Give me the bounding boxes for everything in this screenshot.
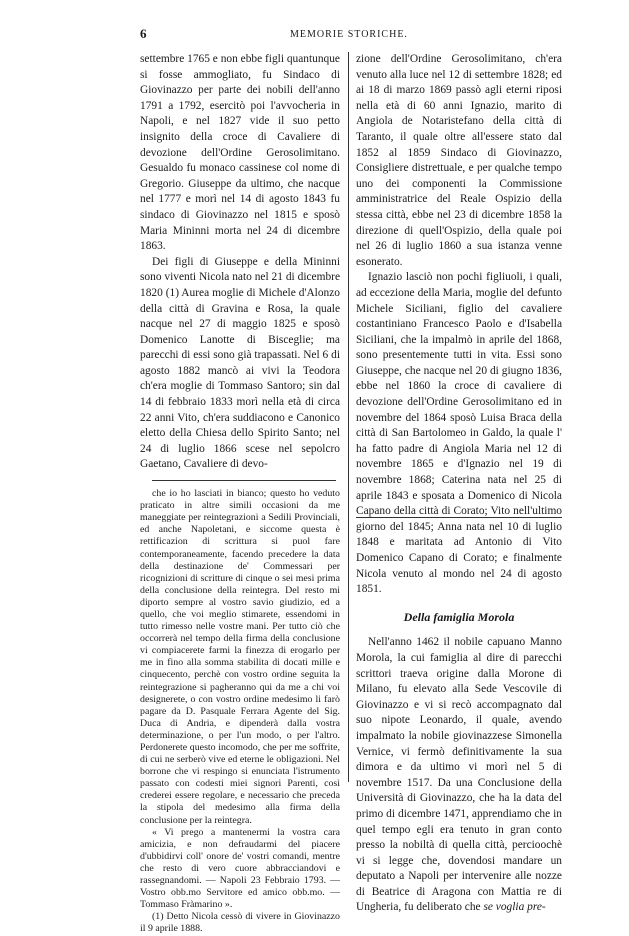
left-paragraph-1: settembre 1765 e non ebbe figli quantunque si fosse ammogliato, fu Sindaco di Giovinazzo per parte dei nobili dell'anno 1791 a 1792, esercitò poi l'avvocheria in Napoli, e nel 1827 vide il suo petto insignito della croce di Cavaliere di devozione dell'Ordine Gerosolimitano. Gesualdo fu monaco cassinese col nome di Gregorio. Giuseppe da ultimo, che nacque nel 1777 e morì nel 14 di agosto 1843 fu sindaco di Giovinazzo nel 1815 e sposò Maria Mininni morta nel 24 di dicembre 1863. [140, 53, 340, 253]
left-column [140, 52, 340, 936]
right-paragraph-1: zione dell'Ordine Gerosolimitano, ch'era venuto alla luce nel 12 di settembre 1828; ed ai 18 di marzo 1869 passò agli eterni riposi nella età di 60 anni Ignazio, marito di Angiola de Notaristefano della città di Taranto, il quale oltre all'essere stato dal 1852 al 1859 Sindaco di Giovinazzo, Consigliere distrettuale, e per qualche tempo uno dei componenti la Commissione amministratrice del Reale Ospizio della stessa città, ebbe nel 23 di dicembre 1858 la direzione di quell'Ospizio, della quale poi nel 26 di luglio 1860 a sua istanza venne esonerato. [356, 53, 562, 268]
running-title: MEMORIE STORICHE. [290, 29, 408, 40]
footnote-letter-closing: « Vi prego a mantenermi la vostra cara amicizia, e non defraudarmi del piacere d'ubbidirvi coll' onore de' vostri comandi, mentre che resto di vero cuore abbracciandovi e rassegnandomi. — Napoli 23 Febbraio 1793. — Vostro obb.mo Servitore ed amico obb.mo. — Tommaso Fràmarino ». [140, 826, 340, 911]
right-column [356, 52, 562, 916]
page-number: 6 [140, 26, 147, 41]
column-divider [348, 52, 349, 782]
footnote-separator [152, 480, 336, 481]
left-paragraph-2: Dei figli di Giuseppe e della Mininni sono viventi Nicola nato nel 21 di dicembre 1820 (1) Aurea moglie di Michele d'Alonzo della città di Gravina e Rosa, la quale nacque nel 27 di maggio 1825 e sposò Domenico Lanotte di Bisceglie; ma parecchi di essi sono già trapassati. Nel 6 di agosto 1882 mancò ai vivi la Teodora ch'era moglie di Tommaso Santoro; sin dal 14 di febbraio 1833 morì nella età di circa 22 anni Vito, ch'era suddiacono e Canonico eletto della Chiesa dello Spirito Santo; nel 24 di luglio 1866 scese nel sepolcro Gaetano, Cavaliere di devo- [140, 255, 340, 471]
section-rule [356, 517, 562, 518]
right-paragraph-2: Ignazio lasciò non pochi figliuoli, i quali, ad eccezione della Maria, moglie del defunto Michele Siciliani, figlio del cavaliere costantiniano Francesco Paolo e d'Isabella Siciliani, che la impalmò in aprile del 1868, sono presentemente tutti in vita. Essi sono Giuseppe, che nacque nel 20 di giugno 1836, ebbe nel 1860 la croce di cavaliere di devozione dell'Ordine Gerosolimitano ed in novembre del 1864 sposò Luisa Braca della città di San Bartolomeo in Galdo, la quale l' ha fatto padre di Angiola Maria nel 12 di novembre 1865 e d'Ignazio nel 19 di novembre 1868; Caterina nata nel 25 di aprile 1843 e sposata a Domenico di Nicola Capano della città di Corato; Vito nell'ultimo giorno del 1845; Anna nata nel 10 di luglio 1848 e maritata ad Antonio di Vito Domenico Capano di Corato; e finalmente Nicola venuto al mondo nel 24 di agosto 1851. [356, 271, 562, 596]
right-paragraph-3-text: Nell'anno 1462 il nobile capuano Manno Morola, la cui famiglia al dire di parecchi scrittori traeva origine dalla Morone di Milano, fu elevato alla Sede Vescovile di Giovinazzo e vi si recò accompagnato dal suo nipote Leonardo, il quale, avendo impalmato la nobile giovinazzese Simonella Vernice, vi fermò definitivamente la sua dimora e da ultimo vi morì nel 5 di novembre 1517. Da una Conclusione della Università di Giovinazzo, che ha la data del primo di dicembre 1471, apprendiamo che in quel tempo egli era tenuto in gran conto presso la nobiltà di quella città, percioochè vi si legge che, dovendosi mandare un deputato a Napoli per intervenire alle nozze di Beatrice di Aragona con Mattia re di Ungheria, fu deliberato che [356, 636, 562, 914]
footnote-letter-text: che io ho lasciati in bianco; questo ho veduto praticato in altre simili occasioni da me maneggiate per reintegrazioni a Sedili Provinciali, ed anche Napoletani, e siccome questa è rettificazion di scrittura si puol fare contemporaneamente, facendo precedere la data della destinazione de' Commessari per ricognizioni di scritture di cinque o sei mesi prima della conclusione della reintegra. Del resto mi diporto sempre al vostro savio giudizio, ed a quello, che voi meglio stimarete, essendomi in tutto rimesso nelle vostre mani. Per tutto ciò che occorrerà nel tempo della firma della conclusione vi compiacerete farmi la finezza di erogarlo per me in fino alla somma stabilita di docati mille e cinquecento, perchè con vostro ordine seguita la reintegrazione si pagheranno qui da me a chi voi designerete, o con vostro ordine medesimo li farò pagare da D. Pasquale Ferrara Agente del Sig. Duca di Andria, e dipenderà dalla vostra determinazione, o per l'un modo, o per l'altro. Perdonerete questo incomodo, che per me soffrite, di cui ne serberò vive ed eterne le obligazioni. Nel borrone che vi respingo si enunciata l'istrumento passato con codesti miei signori Parenti, così crederei essere regolare, e necessario che preceda la stipola del medesimo alla firma della conclusione per la reintegra. [140, 488, 340, 826]
right-paragraph-3 [356, 635, 562, 916]
section-title: Della famiglia Morola [403, 609, 515, 624]
footnote-1: (1) Detto Nicola cessò di vivere in Giovinazzo il 9 aprile 1888. [140, 911, 340, 935]
right-paragraph-3-italic: se voglia pre- [483, 901, 546, 914]
